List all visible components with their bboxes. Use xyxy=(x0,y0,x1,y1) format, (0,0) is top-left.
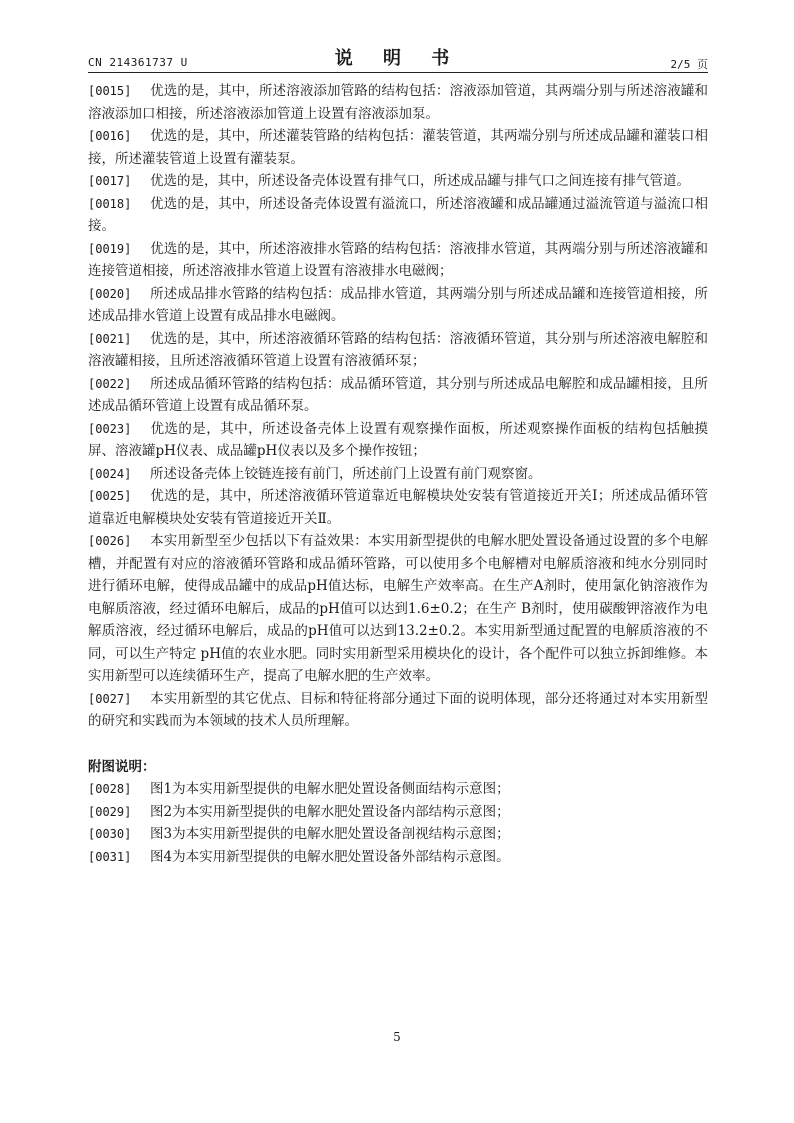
page-header xyxy=(88,42,708,72)
figure-text: 图4为本实用新型提供的电解水肥处置设备外部结构示意图。 xyxy=(150,848,510,865)
paragraph-0022 xyxy=(88,373,708,418)
figure-description-2 xyxy=(88,801,708,824)
document-title: 说 明 书 xyxy=(334,48,462,69)
figures-section-title: 附图说明： xyxy=(88,758,156,775)
patent-number: CN 214361737 U xyxy=(88,56,188,69)
page-number: 5 xyxy=(393,1030,401,1044)
figure-text: 图3为本实用新型提供的电解水肥处置设备剖视结构示意图； xyxy=(150,826,510,842)
paragraph-0017 xyxy=(88,170,708,193)
paragraph-0027 xyxy=(88,688,708,733)
paragraph-text: 优选的是，其中，所述溶液循环管道靠近电解模块处安装有管道接近开关Ⅰ；所述成品循环管道靠近电解模块处安装有管道接近开关Ⅱ。 xyxy=(88,488,708,527)
paragraph-number: [0015] xyxy=(88,84,132,98)
paragraph-text: 优选的是，其中，所述溶液循环管路的结构包括：溶液循环管道，其分别与所述溶液电解腔和溶液罐相接，且所述溶液循环管道上设置有溶液循环泵； xyxy=(88,330,708,369)
paragraph-0026 xyxy=(88,530,708,688)
paragraph-text: 优选的是，其中，所述设备壳体上设置有观察操作面板，所述观察操作面板的结构包括触摸屏、溶液罐pH仪表、成品罐pH仪表以及多个操作按钮； xyxy=(88,420,708,459)
paragraph-number: [0020] xyxy=(88,286,132,301)
paragraph-text: 优选的是，其中，所述灌装管路的结构包括：灌装管道，其两端分别与所述成品罐和灌装口相接，所述灌装管道上设置有灌装泵。 xyxy=(88,128,708,167)
figure-description-1 xyxy=(88,778,708,801)
paragraph-number: [0025] xyxy=(88,489,132,503)
paragraph-number: [0028] xyxy=(88,782,132,796)
paragraph-text: 优选的是，其中，所述溶液添加管路的结构包括：溶液添加管道，其两端分别与所述溶液罐和溶液添加口相接，所述溶液添加管道上设置有溶液添加泵。 xyxy=(88,83,708,122)
paragraph-0024 xyxy=(88,463,708,486)
paragraph-number: [0016] xyxy=(88,129,132,143)
paragraph-text: 所述设备壳体上铰链连接有前门，所述前门上设置有前门观察窗。 xyxy=(150,465,542,482)
paragraph-number: [0027] xyxy=(88,691,132,706)
paragraph-number: [0029] xyxy=(88,804,132,819)
paragraph-text: 优选的是，其中，所述溶液排水管路的结构包括：溶液排水管道，其两端分别与所述溶液罐和连接管道相接，所述溶液排水管道上设置有溶液排水电磁阀； xyxy=(88,240,708,279)
paragraph-text: 优选的是，其中，所述设备壳体设置有溢流口，所述溶液罐和成品罐通过溢流管道与溢流口相接。 xyxy=(88,195,708,234)
page-indicator: 2/5 页 xyxy=(670,58,708,71)
paragraph-number: [0018] xyxy=(88,196,132,211)
paragraph-0019 xyxy=(88,238,708,283)
document-body xyxy=(88,80,708,868)
paragraph-text: 所述成品循环管路的结构包括：成品循环管道，其分别与所述成品电解腔和成品罐相接，且所述成品循环管道上设置有成品循环泵。 xyxy=(88,375,708,414)
header-rule xyxy=(88,72,708,73)
paragraph-number: [0030] xyxy=(88,827,132,841)
paragraph-0025 xyxy=(88,485,708,530)
paragraph-0015 xyxy=(88,80,708,125)
paragraph-0016 xyxy=(88,125,708,170)
paragraph-number: [0022] xyxy=(88,376,132,391)
paragraph-number: [0019] xyxy=(88,241,132,256)
paragraph-text: 本实用新型的其它优点、目标和特征将部分通过下面的说明体现，部分还将通过对本实用新型的研究和实践而为本领域的技术人员所理解。 xyxy=(88,690,708,729)
paragraph-number: [0017] xyxy=(88,174,132,188)
paragraph-0020 xyxy=(88,283,708,328)
paragraph-number: [0026] xyxy=(88,534,132,548)
paragraph-0023 xyxy=(88,418,708,463)
paragraph-number: [0024] xyxy=(88,466,132,481)
paragraph-text: 所述成品排水管路的结构包括：成品排水管道，其两端分别与所述成品罐和连接管道相接，所述成品排水管道上设置有成品排水电磁阀。 xyxy=(88,285,708,324)
paragraph-number: [0031] xyxy=(88,849,132,864)
paragraph-text: 优选的是，其中，所述设备壳体设置有排气口，所述成品罐与排气口之间连接有排气管道。 xyxy=(150,173,690,189)
paragraph-number: [0023] xyxy=(88,421,132,436)
paragraph-number: [0021] xyxy=(88,331,132,346)
paragraph-0021 xyxy=(88,328,708,373)
figure-description-3 xyxy=(88,823,708,846)
figure-text: 图1为本实用新型提供的电解水肥处置设备侧面结构示意图； xyxy=(150,781,510,797)
paragraph-text: 本实用新型至少包括以下有益效果：本实用新型提供的电解水肥处置设备通过设置的多个电解槽，并配置有对应的溶液循环管路和成品循环管路，可以使用多个电解槽对电解质溶液和纯水分别同时进行循环电解，使得成品罐中的成品pH值达标，电解生产效率高。在生产A剂时，使用氯化钠溶液作为电解质溶液，经过循环电解后，成品的pH值可以达到1.6±0.2；在生产 B剂时，使用碳酸钾溶液作为电解质溶液，经过循环电解后，成品的pH值可以达到13.2±0.2。本实用新型通过配置的电解质溶液的不同，可以生产特定 pH值的农业水肥。同时实用新型采用模块化的设计，各个配件可以独立拆卸维修。本实用新型可以连续循环生产，提高了电解水肥的生产效率。 xyxy=(88,533,708,684)
figure-text: 图2为本实用新型提供的电解水肥处置设备内部结构示意图； xyxy=(150,803,510,820)
figure-description-4 xyxy=(88,846,708,869)
paragraph-0018 xyxy=(88,193,708,238)
